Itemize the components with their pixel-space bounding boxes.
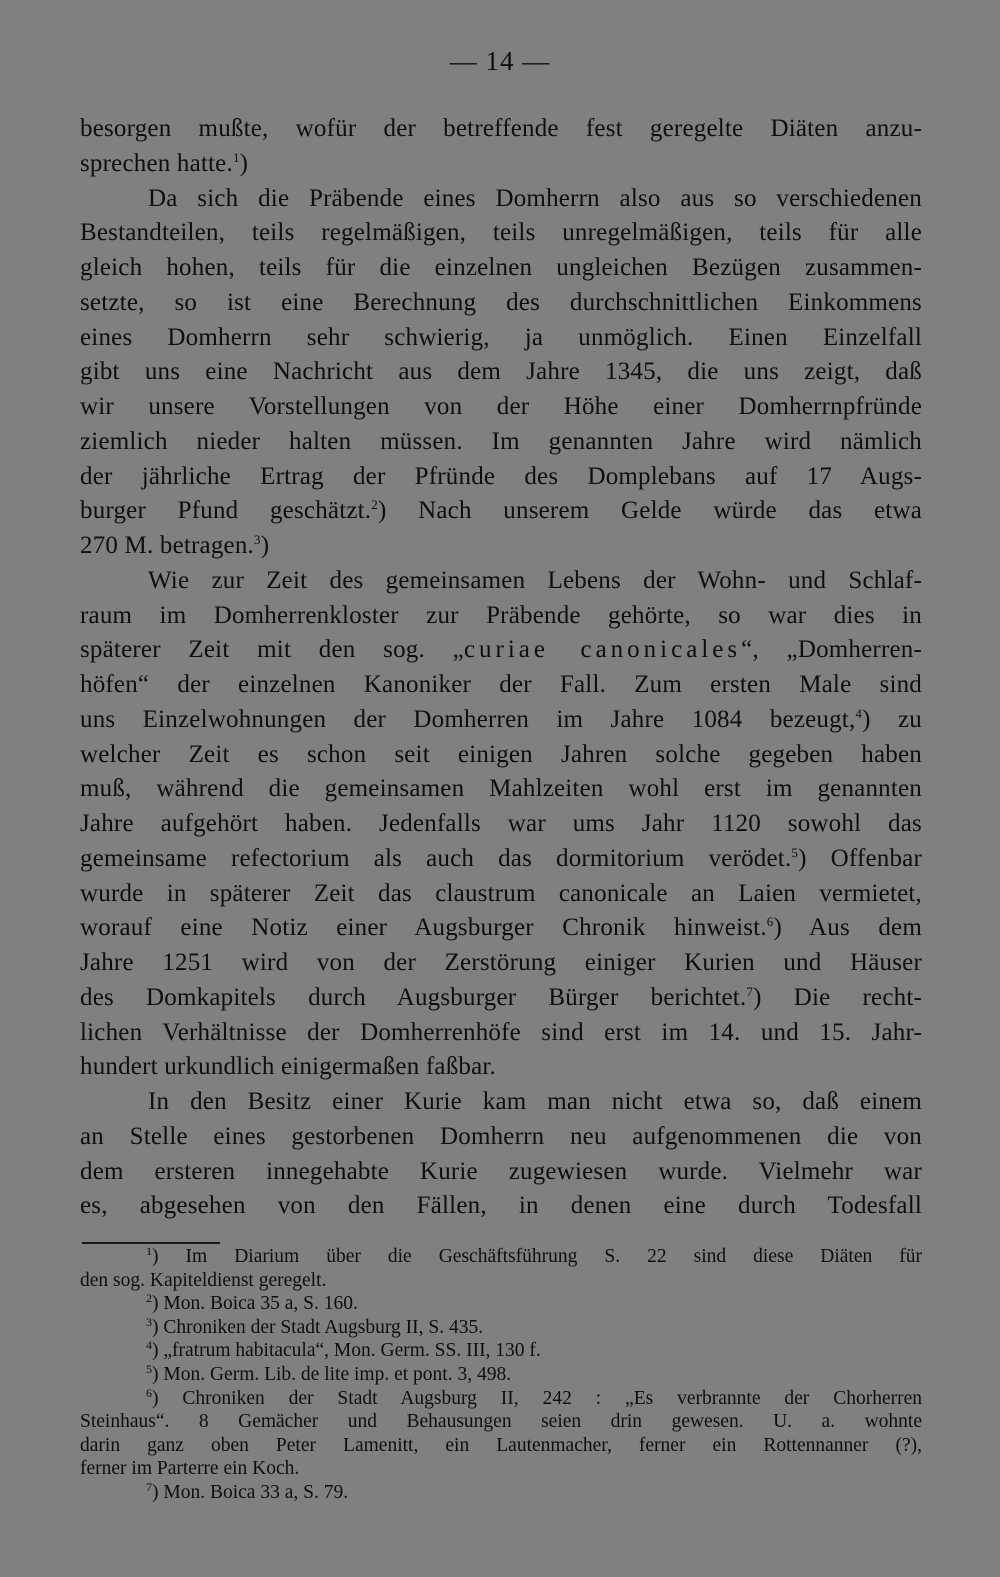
footnote-ref: 5 [791,844,799,860]
text-line: wurde in späterer Zeit das claustrum canonicale an Laien vermietet, [80,879,922,907]
footnote-mark: 4 [146,1338,152,1353]
footnote-mark: 2 [146,1291,152,1306]
text-line: der jährliche Ertrag der Pfründe des Domplebans auf 17 Augs- [80,462,922,490]
text-line: höfen“ der einzelnen Kanoniker der Fall. Zum ersten Male sind [80,671,922,698]
text-line: welcher Zeit es schon seit einigen Jahren solche gegeben haben [80,740,922,768]
text-line: ziemlich nieder halten müssen. Im genannten Jahre wird nämlich [80,427,922,455]
text-run: des Domkapitels durch Augsburger Bürger berichtet. [80,983,747,1011]
text-run: ) zu [862,705,922,733]
text-line: gleich hohen, teils für die einzelnen ungleichen Bezügen zusammen- [80,254,922,281]
footnote-ref: 4 [855,705,863,721]
text-run: späterer Zeit mit den sog. „ [80,636,464,664]
footnote-mark: 5 [146,1361,152,1376]
text-line [80,981,922,1016]
text-line [80,529,922,564]
text-line: muß, während die gemeinsamen Mahlzeiten wohl erst im genannten [80,775,922,803]
text-line: In den Besitz einer Kurie kam man nicht etwa so, daß einem [148,1088,922,1115]
text-run: ) Offenbar [798,844,922,872]
footnote-line: den sog. Kapiteldienst geregelt. [80,1269,327,1291]
text-line: setzte, so ist eine Berechnung des durchschnittlichen Einkommens [80,288,922,316]
text-run: gemeinsame refectorium als auch das dormitorium verödet. [80,844,792,872]
text-line: raum im Domherrenkloster zur Präbende gehörte, so war dies in [80,601,922,629]
main-text [80,112,922,1224]
footnote-ref: 1 [232,149,240,165]
footnote-line: Steinhaus“. 8 Gemächer und Behausungen seien drin gewesen. U. a. wohnte [80,1411,922,1433]
text-run: ) Mon. Germ. Lib. de lite imp. et pont. 3, 498. [152,1363,512,1385]
footnote-line [80,1339,922,1363]
text-run: ) [260,532,270,559]
text-line [80,633,922,668]
text-run: ) Chroniken der Stadt Augsburg II, 242 : „Es verbrannte der Chorherren [152,1387,922,1409]
footnote-line [80,1387,922,1411]
footnote-line: ferner im Parterre ein Koch. [80,1458,300,1480]
text-line [80,147,922,182]
text-run: ) Mon. Boica 33 a, S. 79. [152,1481,349,1503]
text-line: lichen Verhältnisse der Domherrenhöfe sind erst im 14. und 15. Jahr- [80,1018,922,1046]
text-line: gibt uns eine Nachricht aus dem Jahre 1345, die uns zeigt, daß [80,358,922,386]
text-run: worauf eine Notiz einer Augsburger Chronik hinweist. [80,914,767,942]
text-run: ) Im Diarium über die Geschäftsführung S. 22 sind diese Diäten für [152,1246,922,1267]
text-run: ) Die recht- [753,983,922,1011]
footnote-line [80,1363,922,1387]
text-run: ) [239,149,249,177]
footnote-line [80,1292,922,1316]
footnote-mark: 3 [146,1314,152,1329]
footnote-mark: 7 [146,1479,152,1494]
footnote-ref: 3 [254,532,261,547]
text-line: Jahre 1251 wird von der Zerstörung einiger Kurien und Häuser [80,949,922,976]
footnote-mark: 6 [146,1385,152,1400]
text-run: ) Nach unserem Gelde würde das etwa [377,497,922,525]
text-run: ) „fratrum habitacula“, Mon. Germ. SS. III, 130 f. [152,1340,541,1362]
text-run: ) Chroniken der Stadt Augsburg II, S. 435. [152,1316,484,1338]
text-line: eines Domherrn sehr schwierig, ja unmöglich. Einen Einzelfall [80,323,922,351]
text-line: wir unsere Vorstellungen von der Höhe einer Domherrnpfründe [80,393,922,420]
footnote-ref: 7 [746,983,754,999]
text-line: Jahre aufgehört haben. Jedenfalls war ums Jahr 1120 sowohl das [80,810,922,837]
text-line: an Stelle eines gestorbenen Domherrn neu aufgenommenen die von [80,1122,922,1150]
text-line [80,842,922,877]
text-run: “, „Domherren- [741,636,922,664]
text-line: Da sich die Präbende eines Domherrn also aus so verschiedenen [148,184,922,212]
text-run: ) Mon. Boica 35 a, S. 160. [152,1293,358,1315]
footnote-line [80,1481,922,1505]
text-run: burger Pfund geschätzt. [80,497,372,525]
text-line [80,911,922,946]
text-run: uns Einzelwohnungen der Domherren im Jahre 1084 bezeugt, [80,705,856,733]
footnote-mark: 1 [146,1244,152,1258]
footnote-line: darin ganz oben Peter Lamenitt, ein Lautenmacher, ferner ein Rottennanner (?), [80,1434,922,1456]
spaced-term: curiae canonicales [463,636,742,664]
page-number: — 14 — [449,46,551,76]
text-run: 270 M. betragen. [80,532,254,559]
text-line [80,494,922,529]
footnote-ref: 6 [766,914,774,930]
footnote-line [80,1245,922,1269]
text-line: hundert urkundlich einigermaßen faßbar. [80,1053,496,1081]
text-run: ) Aus dem [773,914,922,942]
footnote-line [80,1316,922,1340]
text-line: es, abgesehen von den Fällen, in denen eine durch Todesfall [80,1192,922,1220]
text-run: sprechen hatte. [80,149,233,177]
footnote-ref: 2 [371,497,378,513]
text-line [80,703,922,738]
text-line: Bestandteilen, teils regelmäßigen, teils unregelmäßigen, teils für alle [80,219,922,247]
text-line: Wie zur Zeit des gemeinsamen Lebens der Wohn- und Schlaf- [148,566,922,594]
text-line: besorgen mußte, wofür der betreffende fest geregelte Diäten anzu- [80,115,922,142]
text-line: dem ersteren innegehabte Kurie zugewiesen wurde. Vielmehr war [80,1157,922,1185]
footnotes [80,1245,922,1505]
